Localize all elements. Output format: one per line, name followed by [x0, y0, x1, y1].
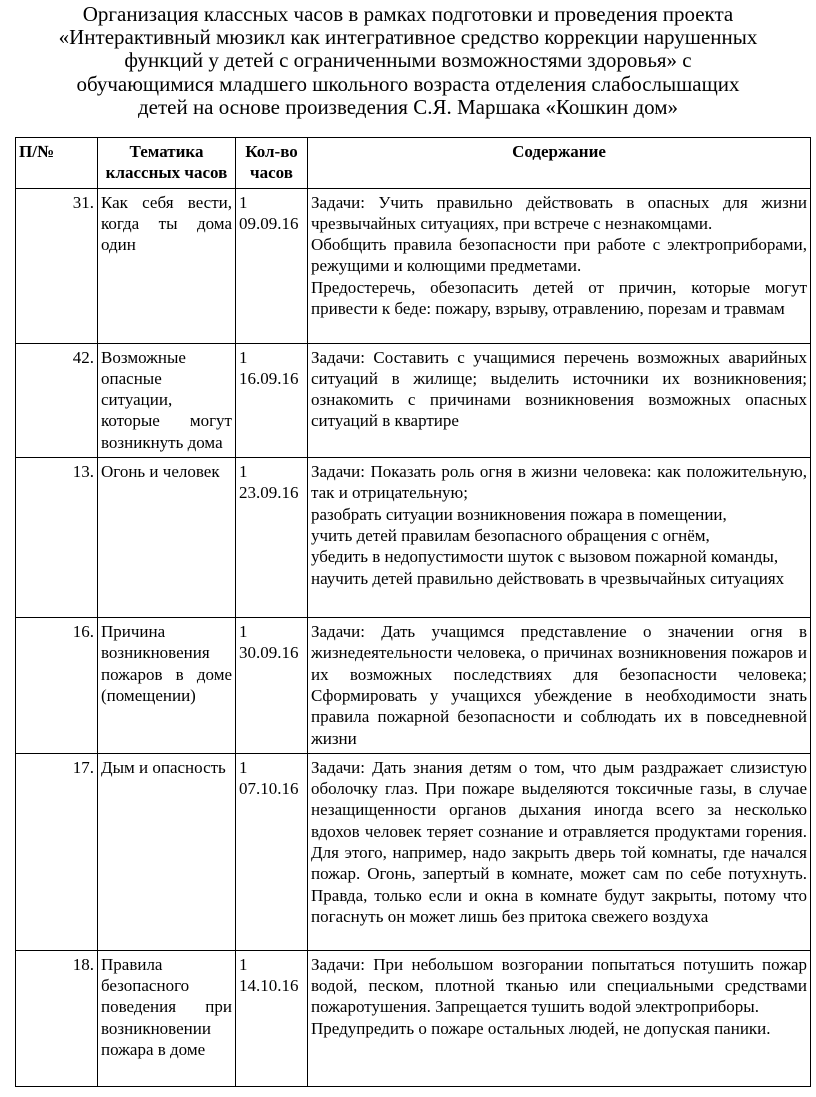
row-hours	[236, 188, 308, 343]
row-topic: Дым и опасность	[98, 753, 236, 950]
content-paragraph: Предостеречь, обезопасить детей от причин, которые могут привести к беде: пожару, взрыву, отравлению, порезам и травмам	[311, 277, 807, 319]
content-paragraph: Задачи: Составить с учащимися перечень возможных аварийных ситуаций в жилище; выделить источники их возникновения; ознакомить с причинами возникновения возможных опасных ситуаций в квартире	[311, 347, 807, 431]
hours-count: 1	[239, 954, 248, 974]
row-number: 31.	[16, 188, 98, 343]
row-number: 42.	[16, 343, 98, 457]
table-row	[16, 458, 811, 618]
row-content	[308, 618, 811, 754]
table-row	[16, 753, 811, 950]
lesson-date: 07.10.16	[239, 779, 299, 799]
row-hours	[236, 950, 308, 1086]
hours-count: 1	[239, 622, 248, 642]
content-paragraph: Предупредить о пожаре остальных людей, не допуская паники.	[311, 1018, 771, 1038]
header-topic-line: Тематика	[129, 142, 204, 161]
row-content	[308, 458, 811, 618]
class-hours-table	[15, 137, 811, 1087]
row-topic: Огонь и человек	[98, 458, 236, 618]
content-paragraph: Задачи: Показать роль огня в жизни человека: как положительную, так и отрицательную;	[311, 462, 807, 503]
header-topic	[98, 138, 236, 189]
title-line: функций у детей с ограниченными возможностями здоровья» с	[124, 48, 692, 73]
content-paragraph: научить детей правильно действовать в чрезвычайных ситуациях	[311, 568, 785, 588]
header-hours-line: Кол-во	[245, 142, 298, 161]
row-content	[308, 343, 811, 457]
hours-count: 1	[239, 462, 248, 482]
header-hours	[236, 138, 308, 189]
row-hours	[236, 343, 308, 457]
table-row	[16, 188, 811, 343]
lesson-date: 16.09.16	[239, 368, 299, 388]
row-hours	[236, 753, 308, 950]
lesson-date: 09.09.16	[239, 213, 299, 233]
hours-count: 1	[239, 757, 248, 777]
row-hours	[236, 458, 308, 618]
title-line: Организация классных часов в рамках подготовки и проведения проекта	[82, 2, 734, 26]
content-paragraph: разобрать ситуации возникновения пожара в помещении,	[311, 504, 727, 524]
header-content: Содержание	[308, 138, 811, 189]
row-content	[308, 950, 811, 1086]
content-paragraph: Обобщить правила безопасности при работе с электроприборами, режущими и колющими предметами.	[311, 235, 807, 276]
header-hours-line: часов	[250, 163, 293, 183]
header-topic-line: классных часов	[105, 163, 228, 183]
hours-count: 1	[239, 192, 248, 212]
lesson-date: 14.10.16	[239, 976, 299, 996]
content-paragraph: Задачи: При небольшом возгорании попытаться потушить пожар водой, песком, плотной тканью или специальными средствами пожаротушения. Запрещается тушить водой электроприборы.	[311, 954, 807, 1017]
content-paragraph: убедить в недопустимости шуток с вызовом пожарной команды,	[311, 547, 779, 567]
title-line: «Интерактивный мюзикл как интегративное средство коррекции нарушенных	[58, 25, 758, 50]
lesson-date: 30.09.16	[239, 643, 299, 663]
content-paragraph: Задачи: Учить правильно действовать в опасных для жизни чрезвычайных ситуациях, при встрече с незнакомцами.	[311, 192, 807, 233]
row-topic: Возможные опасные ситуации, которые могут возникнуть дома	[98, 343, 236, 457]
row-content	[308, 188, 811, 343]
table-header-row	[16, 138, 811, 189]
row-hours	[236, 618, 308, 754]
document-title	[40, 3, 776, 119]
title-line: обучающимися младшего школьного возраста отделения слабослышащих	[76, 71, 740, 96]
row-number: 13.	[16, 458, 98, 618]
title-line: детей на основе произведения С.Я. Маршака «Кошкин дом»	[137, 94, 679, 119]
hours-count: 1	[239, 347, 248, 367]
table-row	[16, 618, 811, 754]
header-number: П/№	[16, 138, 98, 189]
row-topic: Как себя вести, когда ты дома один	[98, 188, 236, 343]
table-row	[16, 950, 811, 1086]
row-number: 18.	[16, 950, 98, 1086]
row-number: 16.	[16, 618, 98, 754]
table-row	[16, 343, 811, 457]
content-paragraph: учить детей правилам безопасного обращения с огнём,	[311, 525, 710, 545]
row-number: 17.	[16, 753, 98, 950]
content-paragraph: Задачи: Дать знания детям о том, что дым раздражает слизистую оболочку глаз. При пожаре выделяются токсичные газы, в случае незащищенности органов дыхания иногда всего за несколько вдохов человек теряет сознание и отравляется продуктами горения. Для этого, например, надо закрыть дверь той комнаты, где начался пожар. Огонь, запертый в комнате, может сам по себе потухнуть. Правда, только если и окна в комнате будут закрыты, потому что погаснуть он может лишь без притока свежего воздуха	[311, 757, 807, 926]
lesson-date: 23.09.16	[239, 483, 299, 503]
row-topic: Причина возникновения пожаров в доме (помещении)	[98, 618, 236, 754]
row-topic: Правила безопасного поведения при возникновении пожара в доме	[98, 950, 236, 1086]
row-content	[308, 753, 811, 950]
content-paragraph: Задачи: Дать учащимся представление о значении огня в жизнедеятельности человека, о причинах возникновения пожаров и их возможных последствиях для безопасности человека; Сформировать у учащихся убеждение в необходимости знать правила пожарной безопасности и соблюдать их в повседневной жизни	[311, 622, 807, 748]
